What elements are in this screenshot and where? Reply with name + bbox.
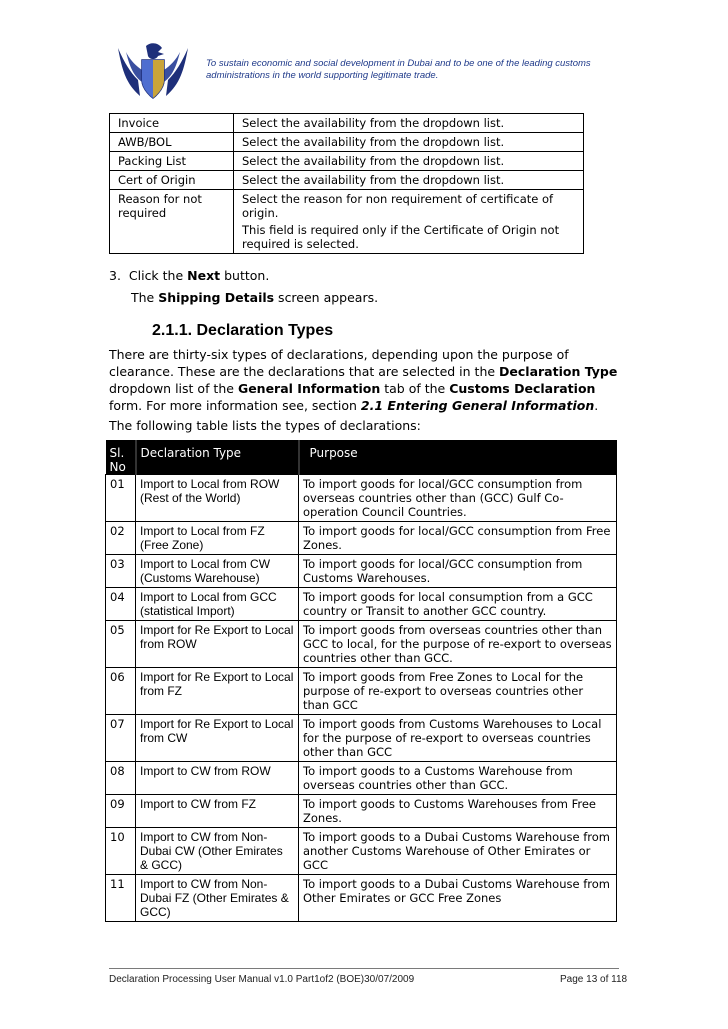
document-availability-table bbox=[109, 113, 584, 254]
description-cell: Select the availability from the dropdown list. bbox=[234, 114, 584, 133]
field-cell: Packing List bbox=[110, 152, 234, 171]
table-row: 01 Import to Local from ROW (Rest of the World) To import goods for local/GCC consumption from overseas countries other than (GCC) Gulf Co-operation Council Countries. bbox=[106, 475, 617, 522]
header-purpose: Purpose bbox=[299, 440, 617, 475]
field-cell: Reason for not required bbox=[110, 190, 234, 254]
table-intro: The following table lists the types of declarations: bbox=[109, 418, 421, 433]
mission-statement: To sustain economic and social development in Dubai and to be one of the leading customs administrations in the world supporting legitimate trade. bbox=[206, 58, 591, 81]
step-3: 3. Click the Next button. bbox=[109, 268, 270, 283]
description-cell: Select the availability from the dropdown list. bbox=[234, 133, 584, 152]
table-row: 11 Import to CW from Non-Dubai FZ (Other Emirates & GCC) To import goods to a Dubai Customs Warehouse from Other Emirates or GCC Free Zones bbox=[106, 875, 617, 922]
dubai-customs-falcon-shield-icon bbox=[112, 40, 194, 104]
section-heading: 2.1.1. Declaration Types bbox=[152, 322, 334, 339]
table-row: 08 Import to CW from ROW To import goods to a Customs Warehouse from overseas countries other than GCC. bbox=[106, 762, 617, 795]
table-row: 07 Import for Re Export to Local from CW To import goods from Customs Warehouses to Local for the purpose of re-export to overseas countries other than GCC bbox=[106, 715, 617, 762]
table-row: 10 Import to CW from Non-Dubai CW (Other Emirates & GCC) To import goods to a Dubai Customs Warehouse from another Customs Warehouse of Other Emirates or GCC bbox=[106, 828, 617, 875]
footer-page-number: Page 13 of 118 bbox=[560, 974, 628, 985]
table-row: 05 Import for Re Export to Local from ROW To import goods from overseas countries other than GCC to local, for the purpose of re-export to overseas countries other than GCC. bbox=[106, 621, 617, 668]
table-row bbox=[110, 171, 584, 190]
table-row: 06 Import for Re Export to Local from FZ To import goods from Free Zones to Local for the purpose of re-export to overseas countries other than GCC bbox=[106, 668, 617, 715]
intro-paragraph: There are thirty-six types of declarations, depending upon the purpose of clearance. These are the declarations that are selected in the Declaration Type dropdown list of the General Information tab of the Customs Declaration form. For more information see, section 2.1 Entering General Information. bbox=[109, 347, 618, 413]
field-cell: Cert of Origin bbox=[110, 171, 234, 190]
table-row bbox=[110, 114, 584, 133]
footer-document-title: Declaration Processing User Manual v1.0 Part1of2 (BOE)30/07/2009 bbox=[109, 974, 415, 985]
declaration-types-table bbox=[105, 440, 617, 922]
page-header bbox=[0, 0, 728, 100]
table-row: 02 Import to Local from FZ (Free Zone) To import goods for local/GCC consumption from Free Zones. bbox=[106, 522, 617, 555]
footer-divider bbox=[109, 968, 619, 969]
table-row: 09 Import to CW from FZ To import goods to Customs Warehouses from Free Zones. bbox=[106, 795, 617, 828]
field-cell: AWB/BOL bbox=[110, 133, 234, 152]
description-cell: Select the availability from the dropdown list. bbox=[234, 152, 584, 171]
description-cell: Select the reason for non requirement of certificate of origin. This field is required only if the Certificate of Origin not required is selected. bbox=[234, 190, 584, 254]
table-row: 04 Import to Local from GCC (statistical Import) To import goods for local consumption from a GCC country or Transit to another GCC country. bbox=[106, 588, 617, 621]
table-row bbox=[110, 133, 584, 152]
table-header-row bbox=[106, 440, 617, 475]
table-row bbox=[110, 152, 584, 171]
field-cell: Invoice bbox=[110, 114, 234, 133]
header-sl-no: Sl. No bbox=[106, 440, 136, 475]
table-row: 03 Import to Local from CW (Customs Warehouse) To import goods for local/GCC consumption from Customs Warehouses. bbox=[106, 555, 617, 588]
step-3-result: The Shipping Details screen appears. bbox=[131, 290, 379, 305]
table-row bbox=[110, 190, 584, 254]
header-declaration-type: Declaration Type bbox=[136, 440, 299, 475]
description-cell: Select the availability from the dropdown list. bbox=[234, 171, 584, 190]
